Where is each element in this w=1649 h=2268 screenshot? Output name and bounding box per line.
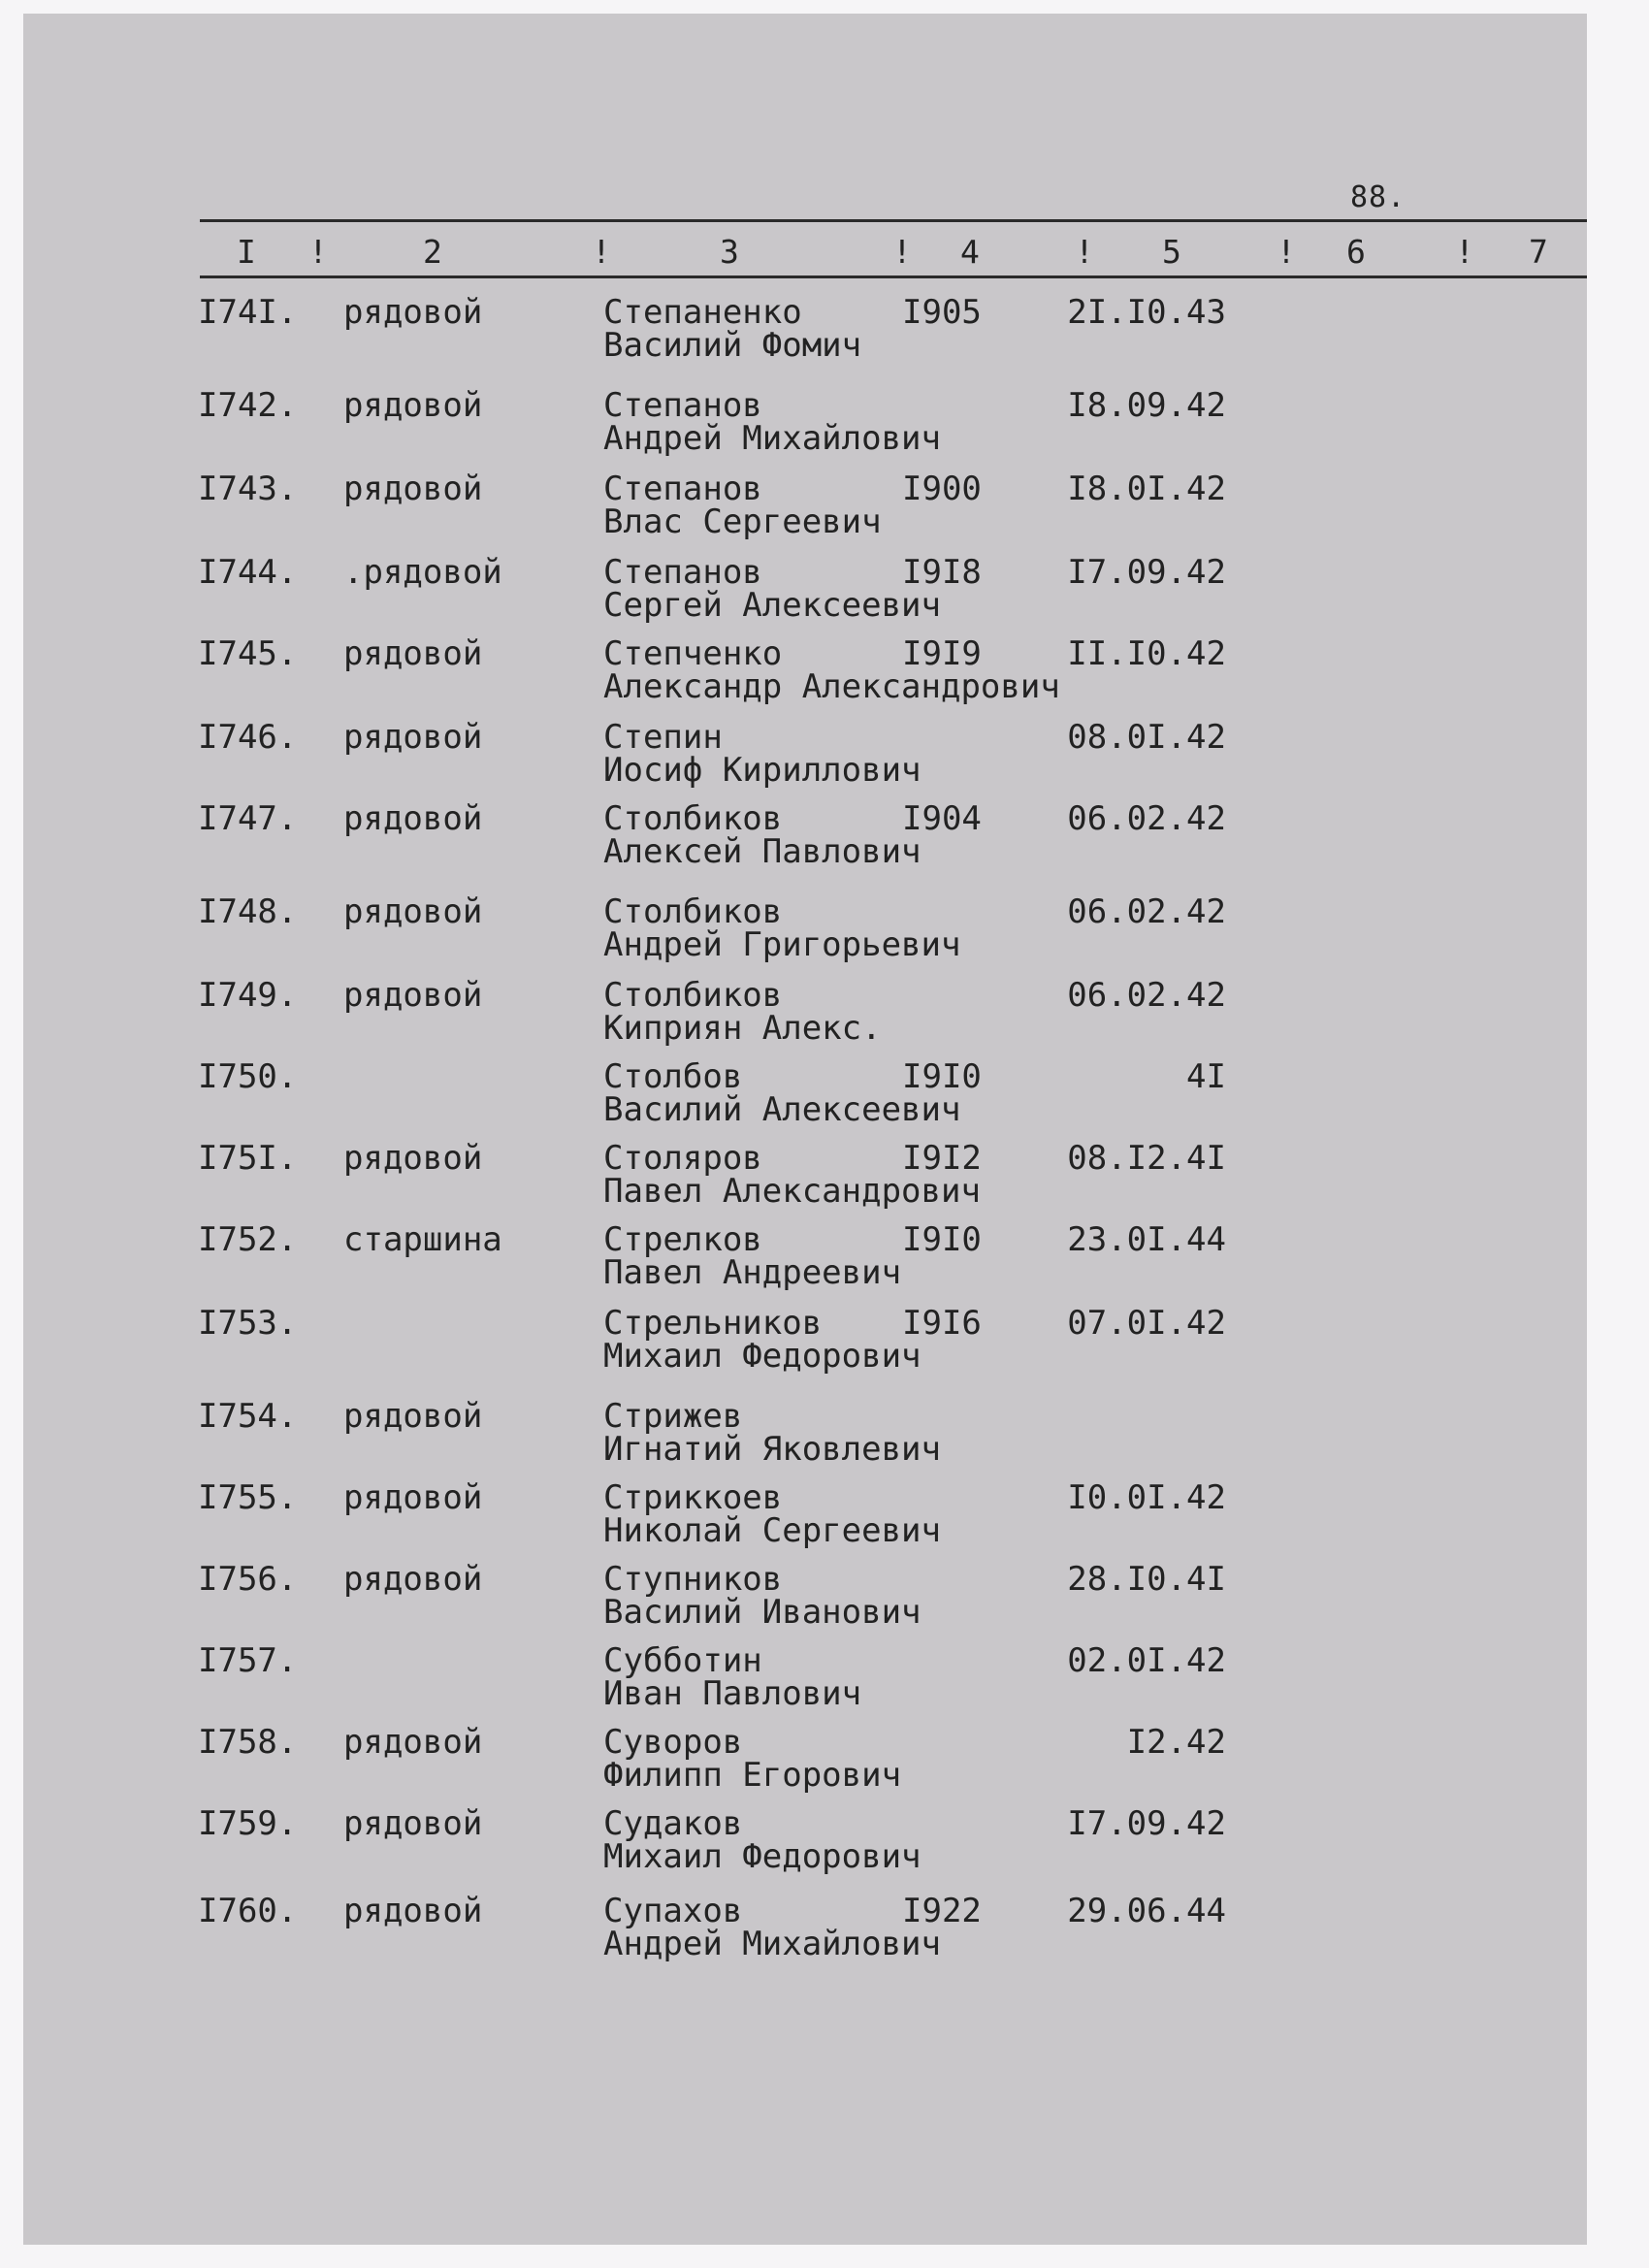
record-year: I905: [902, 293, 982, 332]
record-surname: Степанов: [603, 386, 762, 425]
record-given: Николай Сергеевич: [603, 1511, 941, 1550]
record-row: [0, 293, 1649, 374]
record-surname: Степченко: [603, 634, 783, 673]
record-given: Андрей Григорьевич: [603, 925, 961, 964]
column-separator: !: [1277, 233, 1296, 271]
record-surname: Столбиков: [603, 799, 783, 838]
record-rank: старшина: [343, 1220, 502, 1259]
column-separator: !: [1075, 233, 1094, 271]
record-date: 06.02.42: [1067, 799, 1226, 838]
record-num: I754.: [198, 1397, 298, 1436]
record-row: [0, 1804, 1649, 1886]
record-num: I744.: [198, 553, 298, 592]
record-row: [0, 1892, 1649, 1973]
record-surname: Степин: [603, 718, 723, 757]
record-surname: Степаненко: [603, 293, 802, 332]
record-given: Василий Алексеевич: [603, 1090, 961, 1129]
record-date: 29.06.44: [1067, 1892, 1226, 1930]
record-date: 23.0I.44: [1067, 1220, 1226, 1259]
record-num: I745.: [198, 634, 298, 673]
record-date: I0.0I.42: [1067, 1478, 1226, 1517]
record-num: I760.: [198, 1892, 298, 1930]
record-rank: .рядовой: [343, 553, 502, 592]
column-separator: !: [592, 233, 611, 271]
record-given: Филипп Егорович: [603, 1756, 902, 1795]
record-rank: рядовой: [343, 892, 483, 931]
column-header-2: 2: [423, 233, 442, 271]
record-surname: Столбиков: [603, 892, 783, 931]
record-num: I75I.: [198, 1139, 298, 1178]
record-row: [0, 1397, 1649, 1478]
record-surname: Суворов: [603, 1723, 743, 1762]
record-num: I746.: [198, 718, 298, 757]
record-surname: Столбиков: [603, 976, 783, 1015]
column-header-1: I: [237, 233, 256, 271]
record-given: Влас Сергеевич: [603, 502, 882, 541]
record-surname: Субботин: [603, 1641, 762, 1680]
record-surname: Стрелков: [603, 1220, 762, 1259]
record-surname: Столбов: [603, 1057, 743, 1096]
record-given: Павел Андреевич: [603, 1253, 902, 1292]
header-top-rule: [200, 219, 1587, 222]
record-row: [0, 470, 1649, 551]
record-rank: рядовой: [343, 976, 483, 1015]
record-date: 2I.I0.43: [1067, 293, 1226, 332]
record-surname: Стрельников: [603, 1304, 823, 1343]
record-row: [0, 1304, 1649, 1385]
record-surname: Степанов: [603, 553, 762, 592]
record-given: Василий Фомич: [603, 326, 862, 365]
record-date: I7.09.42: [1067, 1804, 1226, 1843]
record-rank: рядовой: [343, 293, 483, 332]
column-header-5: 5: [1162, 233, 1181, 271]
record-year: I9I8: [902, 553, 982, 592]
record-given: Павел Александрович: [603, 1172, 981, 1211]
record-year: I9I2: [902, 1139, 982, 1178]
record-rank: рядовой: [343, 1397, 483, 1436]
record-given: Василий Иванович: [603, 1593, 922, 1632]
column-header-6: 6: [1346, 233, 1366, 271]
record-rank: рядовой: [343, 470, 483, 508]
record-year: I900: [902, 470, 982, 508]
record-given: Киприян Алекс.: [603, 1009, 882, 1048]
record-num: I747.: [198, 799, 298, 838]
record-date: 02.0I.42: [1067, 1641, 1226, 1680]
record-year: I9I9: [902, 634, 982, 673]
record-rank: рядовой: [343, 1804, 483, 1843]
record-date: 4I: [1186, 1057, 1226, 1096]
record-num: I750.: [198, 1057, 298, 1096]
record-date: 08.I2.4I: [1067, 1139, 1226, 1178]
record-date: 07.0I.42: [1067, 1304, 1226, 1343]
record-num: I742.: [198, 386, 298, 425]
record-year: I922: [902, 1892, 982, 1930]
record-row: [0, 1560, 1649, 1641]
record-num: I743.: [198, 470, 298, 508]
record-row: [0, 799, 1649, 881]
record-given: Андрей Михайлович: [603, 1925, 941, 1963]
record-surname: Стрижев: [603, 1397, 743, 1436]
record-date: I8.0I.42: [1067, 470, 1226, 508]
record-num: I748.: [198, 892, 298, 931]
record-rank: рядовой: [343, 1560, 483, 1599]
record-given: Иосиф Кириллович: [603, 751, 922, 790]
record-num: I759.: [198, 1804, 298, 1843]
record-row: [0, 1057, 1649, 1139]
record-rank: рядовой: [343, 799, 483, 838]
record-date: I8.09.42: [1067, 386, 1226, 425]
record-given: Иван Павлович: [603, 1674, 862, 1713]
record-surname: Стриккоев: [603, 1478, 783, 1517]
record-surname: Судаков: [603, 1804, 743, 1843]
record-date: 28.I0.4I: [1067, 1560, 1226, 1599]
record-rank: рядовой: [343, 1723, 483, 1762]
record-surname: Супахов: [603, 1892, 743, 1930]
record-date: I2.42: [1126, 1723, 1226, 1762]
header-bottom-rule: [200, 275, 1587, 278]
record-rank: рядовой: [343, 634, 483, 673]
record-rank: рядовой: [343, 1139, 483, 1178]
record-surname: Степанов: [603, 470, 762, 508]
record-rank: рядовой: [343, 718, 483, 757]
record-surname: Ступников: [603, 1560, 783, 1599]
page-number: 88.: [1350, 180, 1406, 214]
record-year: I9I6: [902, 1304, 982, 1343]
record-row: [0, 553, 1649, 634]
record-row: [0, 1139, 1649, 1220]
record-row: [0, 892, 1649, 974]
column-header-4: 4: [960, 233, 980, 271]
record-row: [0, 1641, 1649, 1723]
column-header-7: 7: [1529, 233, 1548, 271]
column-header-3: 3: [720, 233, 739, 271]
record-year: I9I0: [902, 1220, 982, 1259]
column-separator: !: [1455, 233, 1474, 271]
record-num: I753.: [198, 1304, 298, 1343]
record-given: Андрей Михайлович: [603, 419, 941, 458]
record-num: I749.: [198, 976, 298, 1015]
record-given: Алексей Павлович: [603, 832, 922, 871]
record-surname: Столяров: [603, 1139, 762, 1178]
record-num: I758.: [198, 1723, 298, 1762]
record-row: [0, 634, 1649, 716]
record-row: [0, 386, 1649, 468]
record-given: Александр Александрович: [603, 667, 1060, 706]
record-date: 08.0I.42: [1067, 718, 1226, 757]
record-date: II.I0.42: [1067, 634, 1226, 673]
record-rank: рядовой: [343, 1478, 483, 1517]
record-date: I7.09.42: [1067, 553, 1226, 592]
record-given: Игнатий Яковлевич: [603, 1430, 941, 1469]
record-row: [0, 1220, 1649, 1302]
record-rank: рядовой: [343, 386, 483, 425]
record-row: [0, 1723, 1649, 1804]
record-row: [0, 976, 1649, 1057]
record-date: 06.02.42: [1067, 976, 1226, 1015]
record-given: Сергей Алексеевич: [603, 586, 941, 625]
record-year: I904: [902, 799, 982, 838]
record-num: I752.: [198, 1220, 298, 1259]
record-given: Михаил Федорович: [603, 1337, 922, 1376]
record-given: Михаил Федорович: [603, 1837, 922, 1876]
record-num: I74I.: [198, 293, 298, 332]
column-separator: !: [892, 233, 912, 271]
record-year: I9I0: [902, 1057, 982, 1096]
record-row: [0, 718, 1649, 799]
record-num: I756.: [198, 1560, 298, 1599]
record-rank: рядовой: [343, 1892, 483, 1930]
record-row: [0, 1478, 1649, 1560]
record-num: I757.: [198, 1641, 298, 1680]
record-num: I755.: [198, 1478, 298, 1517]
column-separator: !: [308, 233, 328, 271]
record-date: 06.02.42: [1067, 892, 1226, 931]
